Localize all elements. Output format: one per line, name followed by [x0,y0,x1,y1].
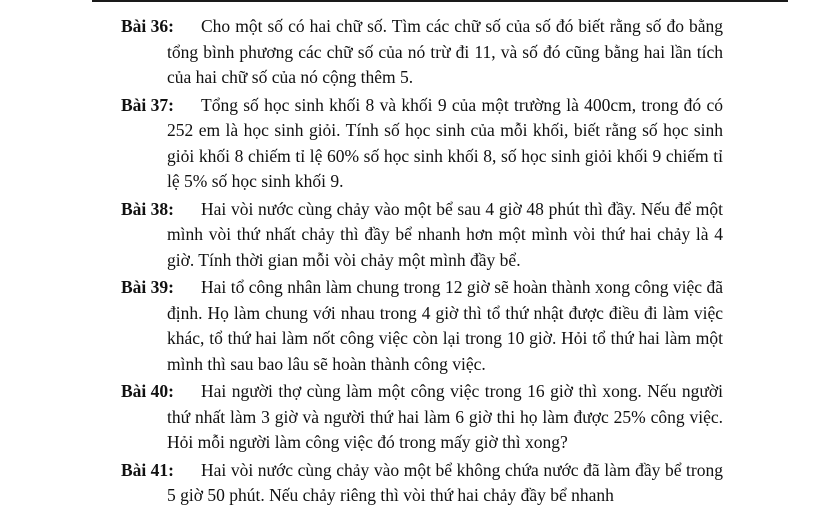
problem-list [121,14,723,511]
problem-text: Hai vòi nước cùng chảy vào một bể sau 4 giờ 48 phút thì đầy. Nếu để một mình vòi thứ nhất chảy thì đầy bể nhanh hơn một mình vòi thứ hai chảy là 4 giờ. Tính thời gian mỗi vòi chảy một mình đầy bể. [167,198,723,270]
problem-text: Cho một số có hai chữ số. Tìm các chữ số của số đó biết rằng số đo bằng tổng bình phương các chữ số của nó trừ đi 11, và số đó cũng bằng hai lần tích của hai chữ số của nó cộng thêm 5. [167,16,723,87]
top-rule [92,0,788,2]
problem-label: Bài 39: [121,277,174,297]
problem-label: Bài 36: [121,16,174,36]
problem-text: Hai tổ công nhân làm chung trong 12 giờ sẽ hoàn thành xong công việc đã định. Họ làm chung với nhau trong 4 giờ thì tổ thứ nhật được điều đi làm việc khác, tổ thứ hai làm nốt công việc còn lại trong 10 giờ. Hỏi tổ thứ hai làm một mình thì sau bao lâu sẽ hoàn thành công việc. [167,277,723,374]
problem-38 [121,197,723,274]
problem-39 [121,275,723,377]
problem-label: Bài 41: [121,459,174,480]
problem-37 [121,93,723,195]
problem-label: Bài 40: [121,381,174,401]
problem-label: Bài 37: [121,94,174,115]
problem-text: Hai người thợ cùng làm một công việc trong 16 giờ thì xong. Nếu người thứ nhất làm 3 giờ và người thứ hai làm 6 giờ thi họ làm được 25% công việc. Hỏi mỗi người làm công việc đó trong mấy giờ thì xong? [167,381,723,452]
problem-label: Bài 38: [121,198,174,219]
problem-text: Hai vòi nước cùng chảy vào một bể không chứa nước đã làm đầy bể trong 5 giờ 50 phút. Nếu chảy riêng thì vòi thứ hai chảy đầy bể nhanh [167,459,723,505]
problem-text: Tổng số học sinh khối 8 và khối 9 của một trường là 400cm, trong đó có 252 em là học sinh giỏi. Tính số học sinh của mỗi khối, biết rằng số học sinh giỏi khối 8 chiếm tỉ lệ 60% số học sinh khối 8, số học sinh giỏi khối 9 chiếm tỉ lệ 5% số học sinh khối 9. [167,94,723,191]
problem-40 [121,379,723,456]
problem-36 [121,14,723,91]
